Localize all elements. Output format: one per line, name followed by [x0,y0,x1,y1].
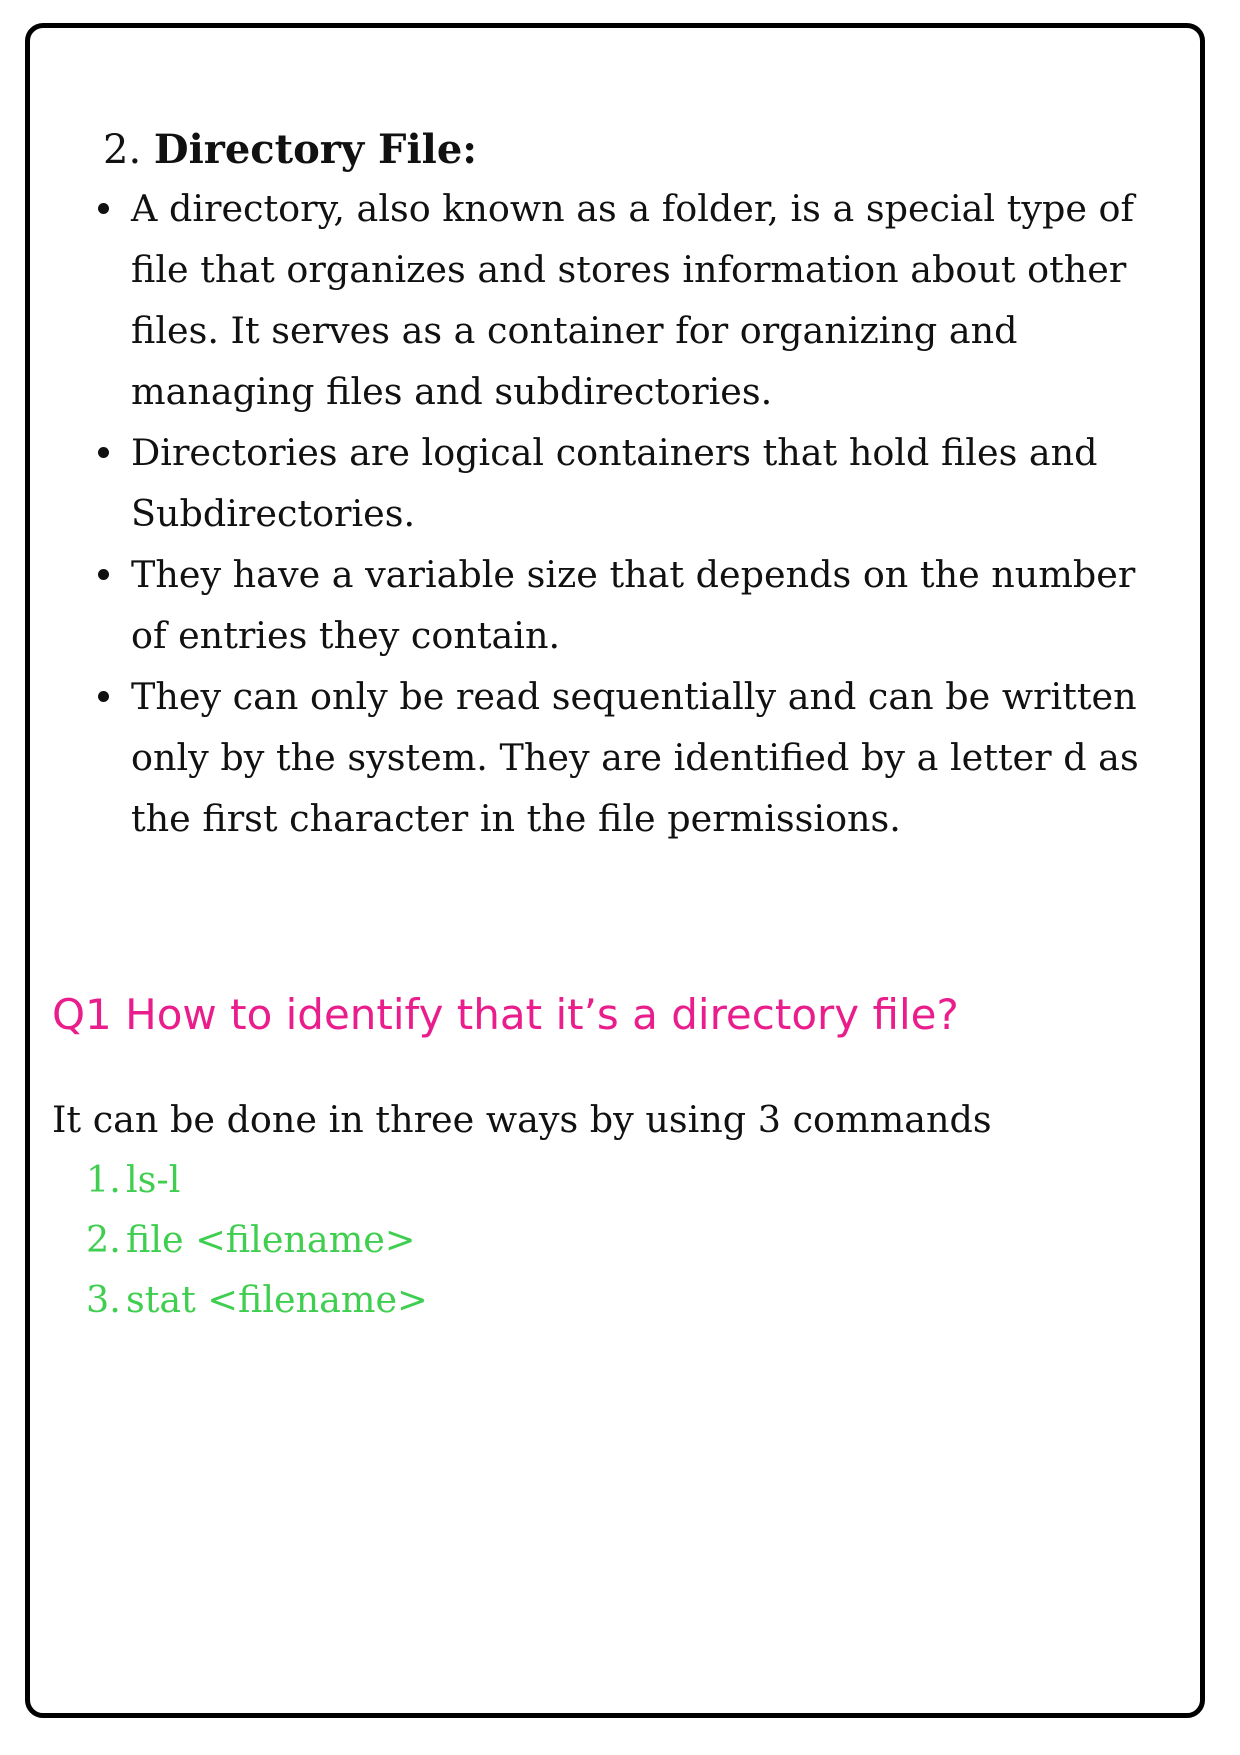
command-list [86,1150,428,1330]
section-title: Directory File: [153,126,478,173]
section-number: 2. [103,127,142,173]
command-item [86,1150,428,1210]
list-item-text: They can only be read sequentially and can be written only by the system. They are identified by a letter d as the first character in the file permissions. [131,675,1139,840]
list-item-text: A directory, also known as a folder, is a special type of file that organizes and stores information about other files. It serves as a container for organizing and managing files and subdirectories. [131,187,1135,413]
list-item [131,178,1166,422]
command-item [86,1270,428,1330]
bullet-icon [98,569,109,580]
list-item-text: They have a variable size that depends on the number of entries they contain. [131,553,1136,657]
section-heading [103,120,477,180]
bullet-list [131,178,1166,849]
list-item-text: Directories are logical containers that hold files and Subdirectories. [131,431,1098,535]
command-number: 1. [86,1158,121,1201]
list-item [131,422,1166,544]
command-item [86,1210,428,1270]
answer-intro: It can be done in three ways by using 3 commands [52,1098,992,1141]
bullet-icon [98,203,109,214]
command-text: ls-l [126,1158,181,1201]
command-text: file <filename> [126,1218,416,1261]
command-text: stat <filename> [126,1278,428,1321]
command-number: 2. [86,1218,121,1261]
bullet-icon [98,447,109,458]
bullet-icon [98,691,109,702]
question-heading: Q1 How to identify that it’s a directory file? [52,990,959,1039]
command-number: 3. [86,1278,121,1321]
list-item [131,544,1166,666]
list-item [131,666,1166,849]
